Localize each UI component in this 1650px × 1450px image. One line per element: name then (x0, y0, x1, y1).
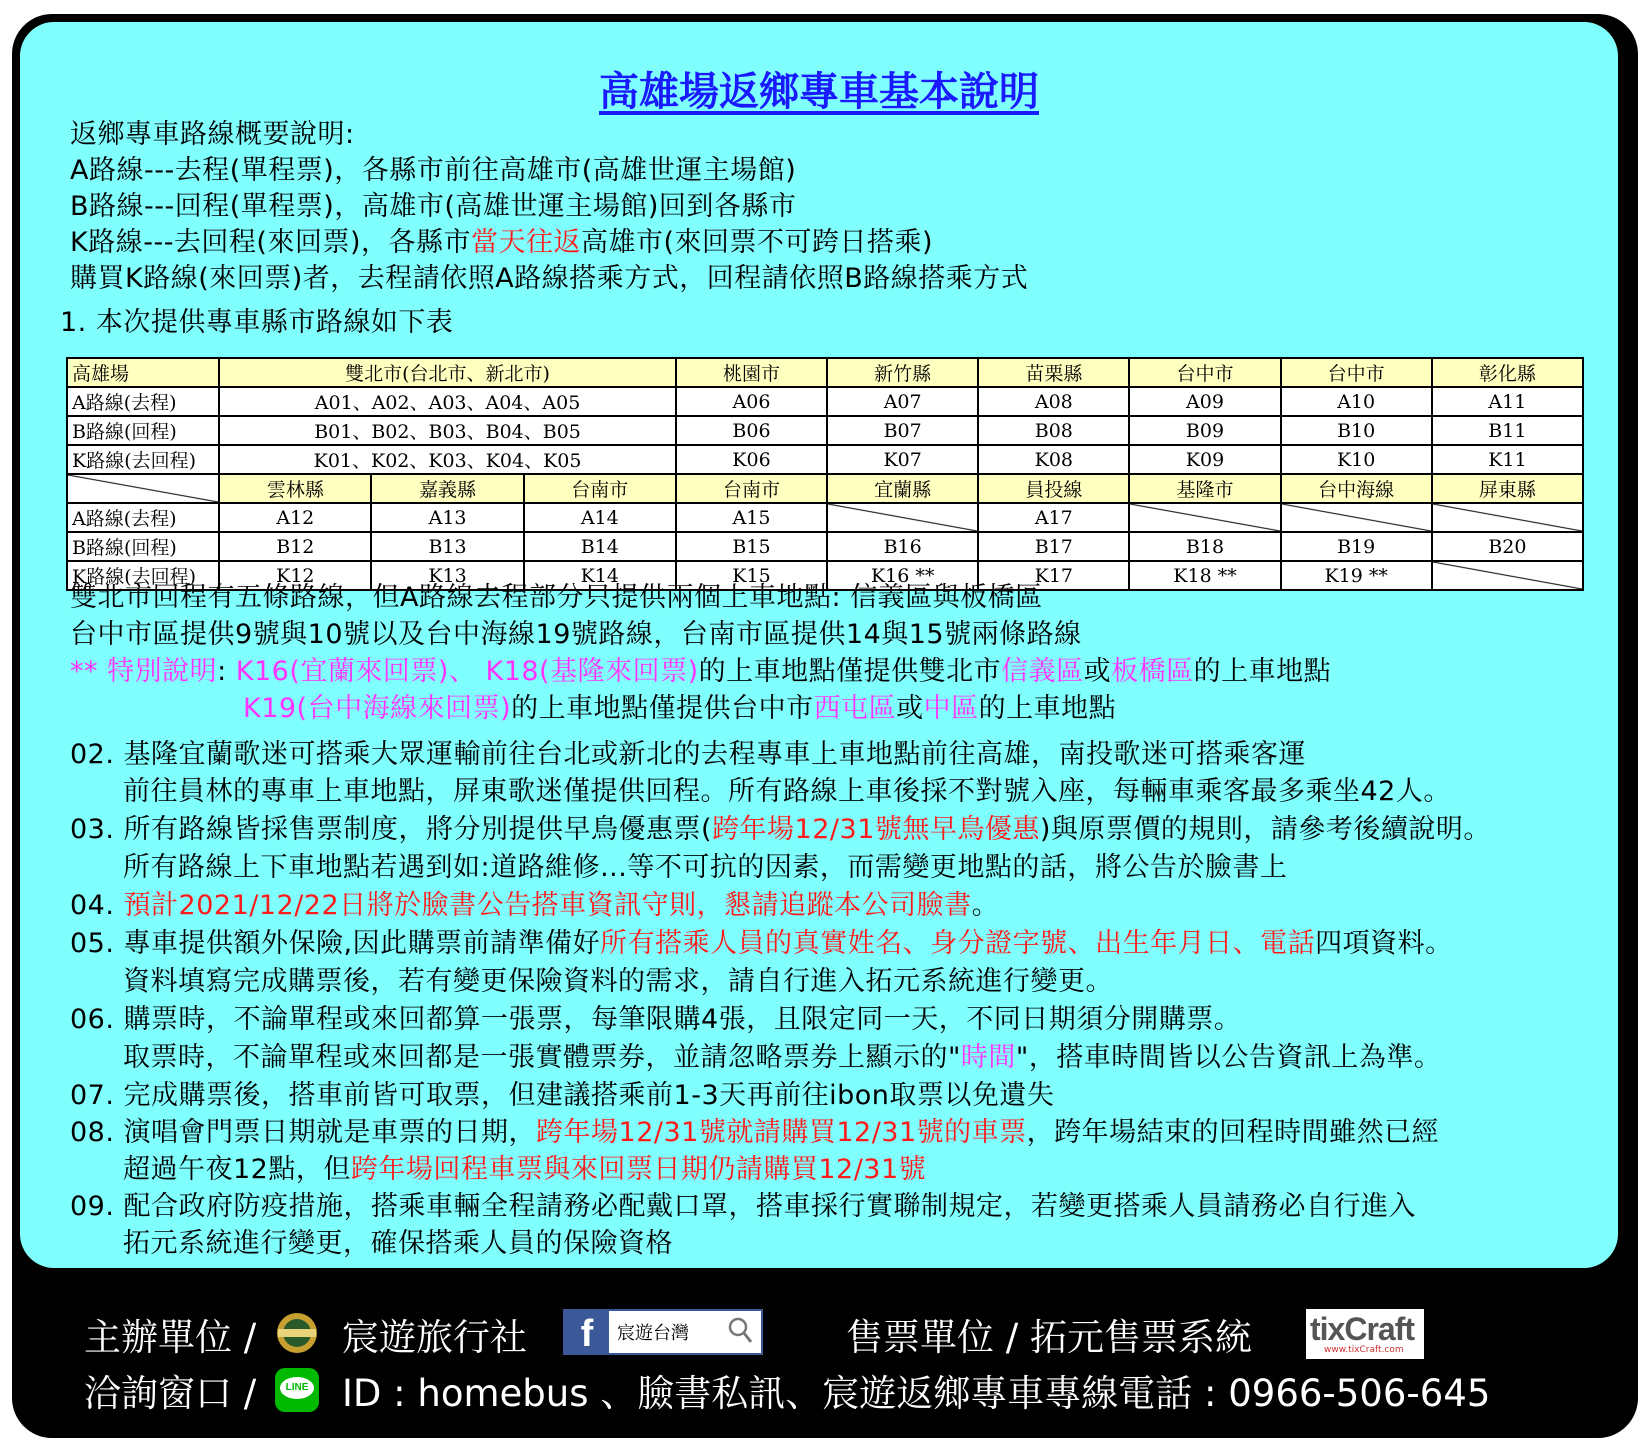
table-row (67, 445, 1583, 474)
table-cell: B07 (827, 416, 978, 445)
organizer-logo-icon (272, 1311, 322, 1355)
special-note-text: 的上車地點 (978, 693, 1117, 724)
table-row (67, 532, 1583, 561)
table-header-cell: 台中市 (1281, 358, 1432, 387)
line-icon-text: LINE (285, 1382, 309, 1393)
special-note-district: 西屯區 (813, 693, 897, 724)
table-header-cell: 台南市 (524, 474, 676, 503)
row-label: K路線(去回程) (67, 445, 219, 474)
item-04-text: 。 (971, 890, 1000, 921)
item-03-text: )與原票價的規則，請參考後續說明。 (1039, 814, 1491, 845)
summary-line-k-part1: K路線---去回程(來回票)，各縣市 (70, 227, 472, 258)
table-cell: K06 (676, 445, 827, 474)
item-03-line-1 (70, 811, 1491, 849)
table-cell: B01、B02、B03、B04、B05 (219, 416, 676, 445)
table-cell: K17 (978, 561, 1129, 590)
special-note-text: 的上車地點僅提供雙北市 (698, 656, 1002, 687)
item-08-text: 08. 演唱會門票日期就是車票的日期， (70, 1117, 537, 1148)
table-header-cell: 苗栗縣 (978, 358, 1129, 387)
table-cell-empty (1432, 503, 1583, 532)
item-08-text: ，跨年場結束的回程時間雖然已經 (1026, 1117, 1440, 1148)
page-title: 高雄場返鄉專車基本說明 (599, 69, 1039, 115)
item-04-number: 04. (70, 890, 124, 921)
note-2: 台中市區提供9號與10號以及台中海線19號路線，台南市區提供14與15號兩條路線 (70, 619, 1082, 650)
table-header-cell: 彰化縣 (1432, 358, 1583, 387)
table-header-cell: 雲林縣 (219, 474, 371, 503)
table-cell: K11 (1432, 445, 1583, 474)
route-table (66, 357, 1584, 591)
item-03-text: 03. 所有路線皆採售票制度，將分別提供早鳥優惠票( (70, 814, 713, 845)
special-note-routes: K19(台中海線來回票) (243, 693, 512, 724)
item-05-highlight: 所有搭乘人員的真實姓名、身分證字號、出生年月日、電話 (600, 928, 1316, 959)
table-cell: K12 (219, 561, 371, 590)
row-label: K路線(去回程) (67, 561, 219, 590)
table-header-cell: 台中海線 (1281, 474, 1432, 503)
table-header-cell: 屏東縣 (1432, 474, 1583, 503)
row-label: A路線(去程) (67, 503, 219, 532)
summary-line-buy: 購買K路線(來回票)者，去程請依照A路線搭乘方式，回程請依照B路線搭乘方式 (70, 263, 1029, 294)
special-note-label: ** 特別說明 (70, 656, 218, 687)
item-04-highlight: 預計2021/12/22日將於臉書公告搭車資訊守則，懇請追蹤本公司臉書 (123, 890, 972, 921)
table-cell: K08 (978, 445, 1129, 474)
table-cell: B16 (827, 532, 978, 561)
table-cell: A17 (978, 503, 1129, 532)
summary-line-k-highlight: 當天往返 (471, 227, 582, 258)
table-cell: K01、K02、K03、K04、K05 (219, 445, 676, 474)
special-note-text: 的上車地點僅提供台中市 (511, 693, 814, 724)
special-note-routes: K16(宜蘭來回票)、 K18(基隆來回票) (235, 656, 699, 687)
item-06-text: 取票時，不論單程或來回都是一張實體票券，並請忽略票券上顯示的" (123, 1042, 961, 1073)
item-05-text: 05. 專車提供額外保險,因此購票前請準備好 (70, 928, 601, 959)
table-cell-empty (1432, 561, 1583, 590)
table-header-cell: 雙北市(台北市、新北市) (219, 358, 676, 387)
table-header-row-2 (67, 474, 1583, 503)
section-1-heading: 1. 本次提供專車縣市路線如下表 (60, 307, 454, 338)
table-cell: B06 (676, 416, 827, 445)
row-label: B路線(回程) (67, 532, 219, 561)
table-cell-empty (1281, 503, 1432, 532)
table-cell: A11 (1432, 387, 1583, 416)
special-note-text: 的上車地點 (1193, 656, 1332, 687)
facebook-search-box[interactable] (563, 1309, 763, 1355)
item-06-line-2 (123, 1039, 1441, 1077)
table-header-cell: 新竹縣 (827, 358, 978, 387)
table-cell: B15 (676, 532, 827, 561)
item-02-line-1: 02. 基隆宜蘭歌迷可搭乘大眾運輸前往台北或新北的去程專車上車地點前往高雄，南投歌迷可搭乘客運 (70, 739, 1307, 770)
table-cell: A12 (219, 503, 371, 532)
table-cell: K15 (676, 561, 827, 590)
table-cell: K09 (1129, 445, 1280, 474)
item-02-line-2: 前往員林的專車上車地點，屏東歌迷僅提供回程。所有路線上車後採不對號入座，每輛車乘客最多乘坐42人。 (123, 776, 1451, 807)
table-header-cell: 基隆市 (1129, 474, 1280, 503)
special-note-1 (70, 653, 1331, 691)
item-08-highlight: 跨年場12/31號就請購買12/31號的車票 (536, 1117, 1027, 1148)
table-cell: B10 (1281, 416, 1432, 445)
table-header-row-1 (67, 358, 1583, 387)
table-cell: K10 (1281, 445, 1432, 474)
table-cell: K14 (524, 561, 676, 590)
table-cell: A09 (1129, 387, 1280, 416)
table-corner: 高雄場 (67, 358, 219, 387)
summary-line-a: A路線---去程(單程票)，各縣市前往高雄市(高雄世運主場館) (70, 155, 797, 186)
table-cell: K13 (371, 561, 523, 590)
table-cell: B09 (1129, 416, 1280, 445)
table-cell: K18 ** (1129, 561, 1280, 590)
table-cell: B08 (978, 416, 1129, 445)
table-header-cell: 嘉義縣 (371, 474, 523, 503)
item-03-highlight: 跨年場12/31號無早鳥優惠 (712, 814, 1040, 845)
row-label: B路線(回程) (67, 416, 219, 445)
special-note-2 (243, 690, 1116, 728)
table-corner-slash (67, 474, 219, 503)
tixcraft-logo-icon (1306, 1309, 1424, 1359)
special-note-colon: : (217, 656, 236, 687)
table-row (67, 503, 1583, 532)
facebook-icon: f (565, 1311, 609, 1353)
table-cell: B18 (1129, 532, 1280, 561)
table-cell: A08 (978, 387, 1129, 416)
table-cell-empty (827, 503, 978, 532)
item-08-line-2 (123, 1151, 926, 1189)
table-header-cell: 桃園市 (676, 358, 827, 387)
contact-info: ID : homebus 、臉書私訊、宸遊返鄉專車專線電話 : 0966-506-645 (342, 1372, 1491, 1415)
organizer-label: 主辦單位 / (84, 1316, 257, 1359)
table-cell: K07 (827, 445, 978, 474)
note-1: 雙北市回程有五條路線，但A路線去程部分只提供兩個上車地點: 信義區與板橋區 (70, 582, 1043, 613)
special-note-text: 或 (1083, 656, 1112, 687)
table-cell: B12 (219, 532, 371, 561)
table-header-cell: 台中市 (1129, 358, 1280, 387)
table-row (67, 416, 1583, 445)
item-09-line-1: 09. 配合政府防疫措施，搭乘車輛全程請務必配戴口罩，搭車採行實聯制規定，若變更搭乘人員請務必自行進入 (70, 1191, 1417, 1222)
item-08-text: 超過午夜12點，但 (123, 1154, 351, 1185)
table-cell: A01、A02、A03、A04、A05 (219, 387, 676, 416)
item-06-text: "，搭車時間皆以公告資訊上為準。 (1015, 1042, 1442, 1073)
item-03-line-2: 所有路線上下車地點若遇到如:道路維修...等不可抗的因素，而需變更地點的話，將公告於臉書上 (123, 852, 1288, 883)
item-08-line-1 (70, 1114, 1439, 1152)
table-cell: B19 (1281, 532, 1432, 561)
facebook-search-text: 宸遊台灣 (617, 1323, 689, 1344)
table-cell: A14 (524, 503, 676, 532)
table-cell: K19 ** (1281, 561, 1432, 590)
table-cell: A06 (676, 387, 827, 416)
table-cell-empty (1129, 503, 1280, 532)
table-cell: B20 (1432, 532, 1583, 561)
table-cell: A07 (827, 387, 978, 416)
line-icon (275, 1368, 319, 1412)
tixcraft-logo-text: tixCraft (1310, 1311, 1415, 1347)
search-icon (727, 1315, 753, 1349)
item-09-line-2: 拓元系統進行變更，確保搭乘人員的保險資格 (123, 1228, 673, 1259)
item-06-line-1: 06. 購票時，不論單程或來回都算一張票，每筆限購4張，且限定同一天，不同日期須分開購票。 (70, 1004, 1242, 1035)
summary-line-b: B路線---回程(單程票)，高雄市(高雄世運主場館)回到各縣市 (70, 191, 797, 222)
table-header-cell: 宜蘭縣 (827, 474, 978, 503)
organizer-name: 宸遊旅行社 (342, 1316, 527, 1359)
table-cell: A10 (1281, 387, 1432, 416)
special-note-district: 中區 (923, 693, 979, 724)
table-cell: B14 (524, 532, 676, 561)
item-05-text: 四項資料。 (1315, 928, 1453, 959)
row-label: A路線(去程) (67, 387, 219, 416)
summary-line-k-part3: 高雄市(來回票不可跨日搭乘) (581, 227, 934, 258)
summary-line-k (70, 224, 933, 262)
summary-heading: 返鄉專車路線概要說明: (70, 119, 355, 150)
item-04 (70, 887, 999, 925)
table-cell: A15 (676, 503, 827, 532)
table-header-cell: 台南市 (676, 474, 827, 503)
table-row (67, 387, 1583, 416)
table-cell: A13 (371, 503, 523, 532)
tixcraft-logo-url: www.tixCraft.com (1324, 1345, 1404, 1355)
item-07: 07. 完成購票後，搭車前皆可取票，但建議搭乘前1-3天再前往ibon取票以免遺失 (70, 1080, 1055, 1111)
special-note-district: 板橋區 (1111, 656, 1194, 687)
item-06-highlight: 時間 (960, 1042, 1016, 1073)
table-cell: B11 (1432, 416, 1583, 445)
contact-label: 洽詢窗口 / (84, 1372, 257, 1415)
table-cell: K16 ** (827, 561, 978, 590)
item-05-line-1 (70, 925, 1453, 963)
table-cell: B17 (978, 532, 1129, 561)
table-cell: B13 (371, 532, 523, 561)
item-05-line-2: 資料填寫完成購票後，若有變更保險資料的需求，請自行進入拓元系統進行變更。 (123, 966, 1113, 997)
ticket-vendor-label: 售票單位 / 拓元售票系統 (846, 1316, 1252, 1359)
special-note-district: 信義區 (1001, 656, 1084, 687)
special-note-text: 或 (896, 693, 924, 724)
table-header-cell: 員投線 (978, 474, 1129, 503)
item-08-highlight: 跨年場回程車票與來回票日期仍請購買12/31號 (350, 1154, 927, 1185)
